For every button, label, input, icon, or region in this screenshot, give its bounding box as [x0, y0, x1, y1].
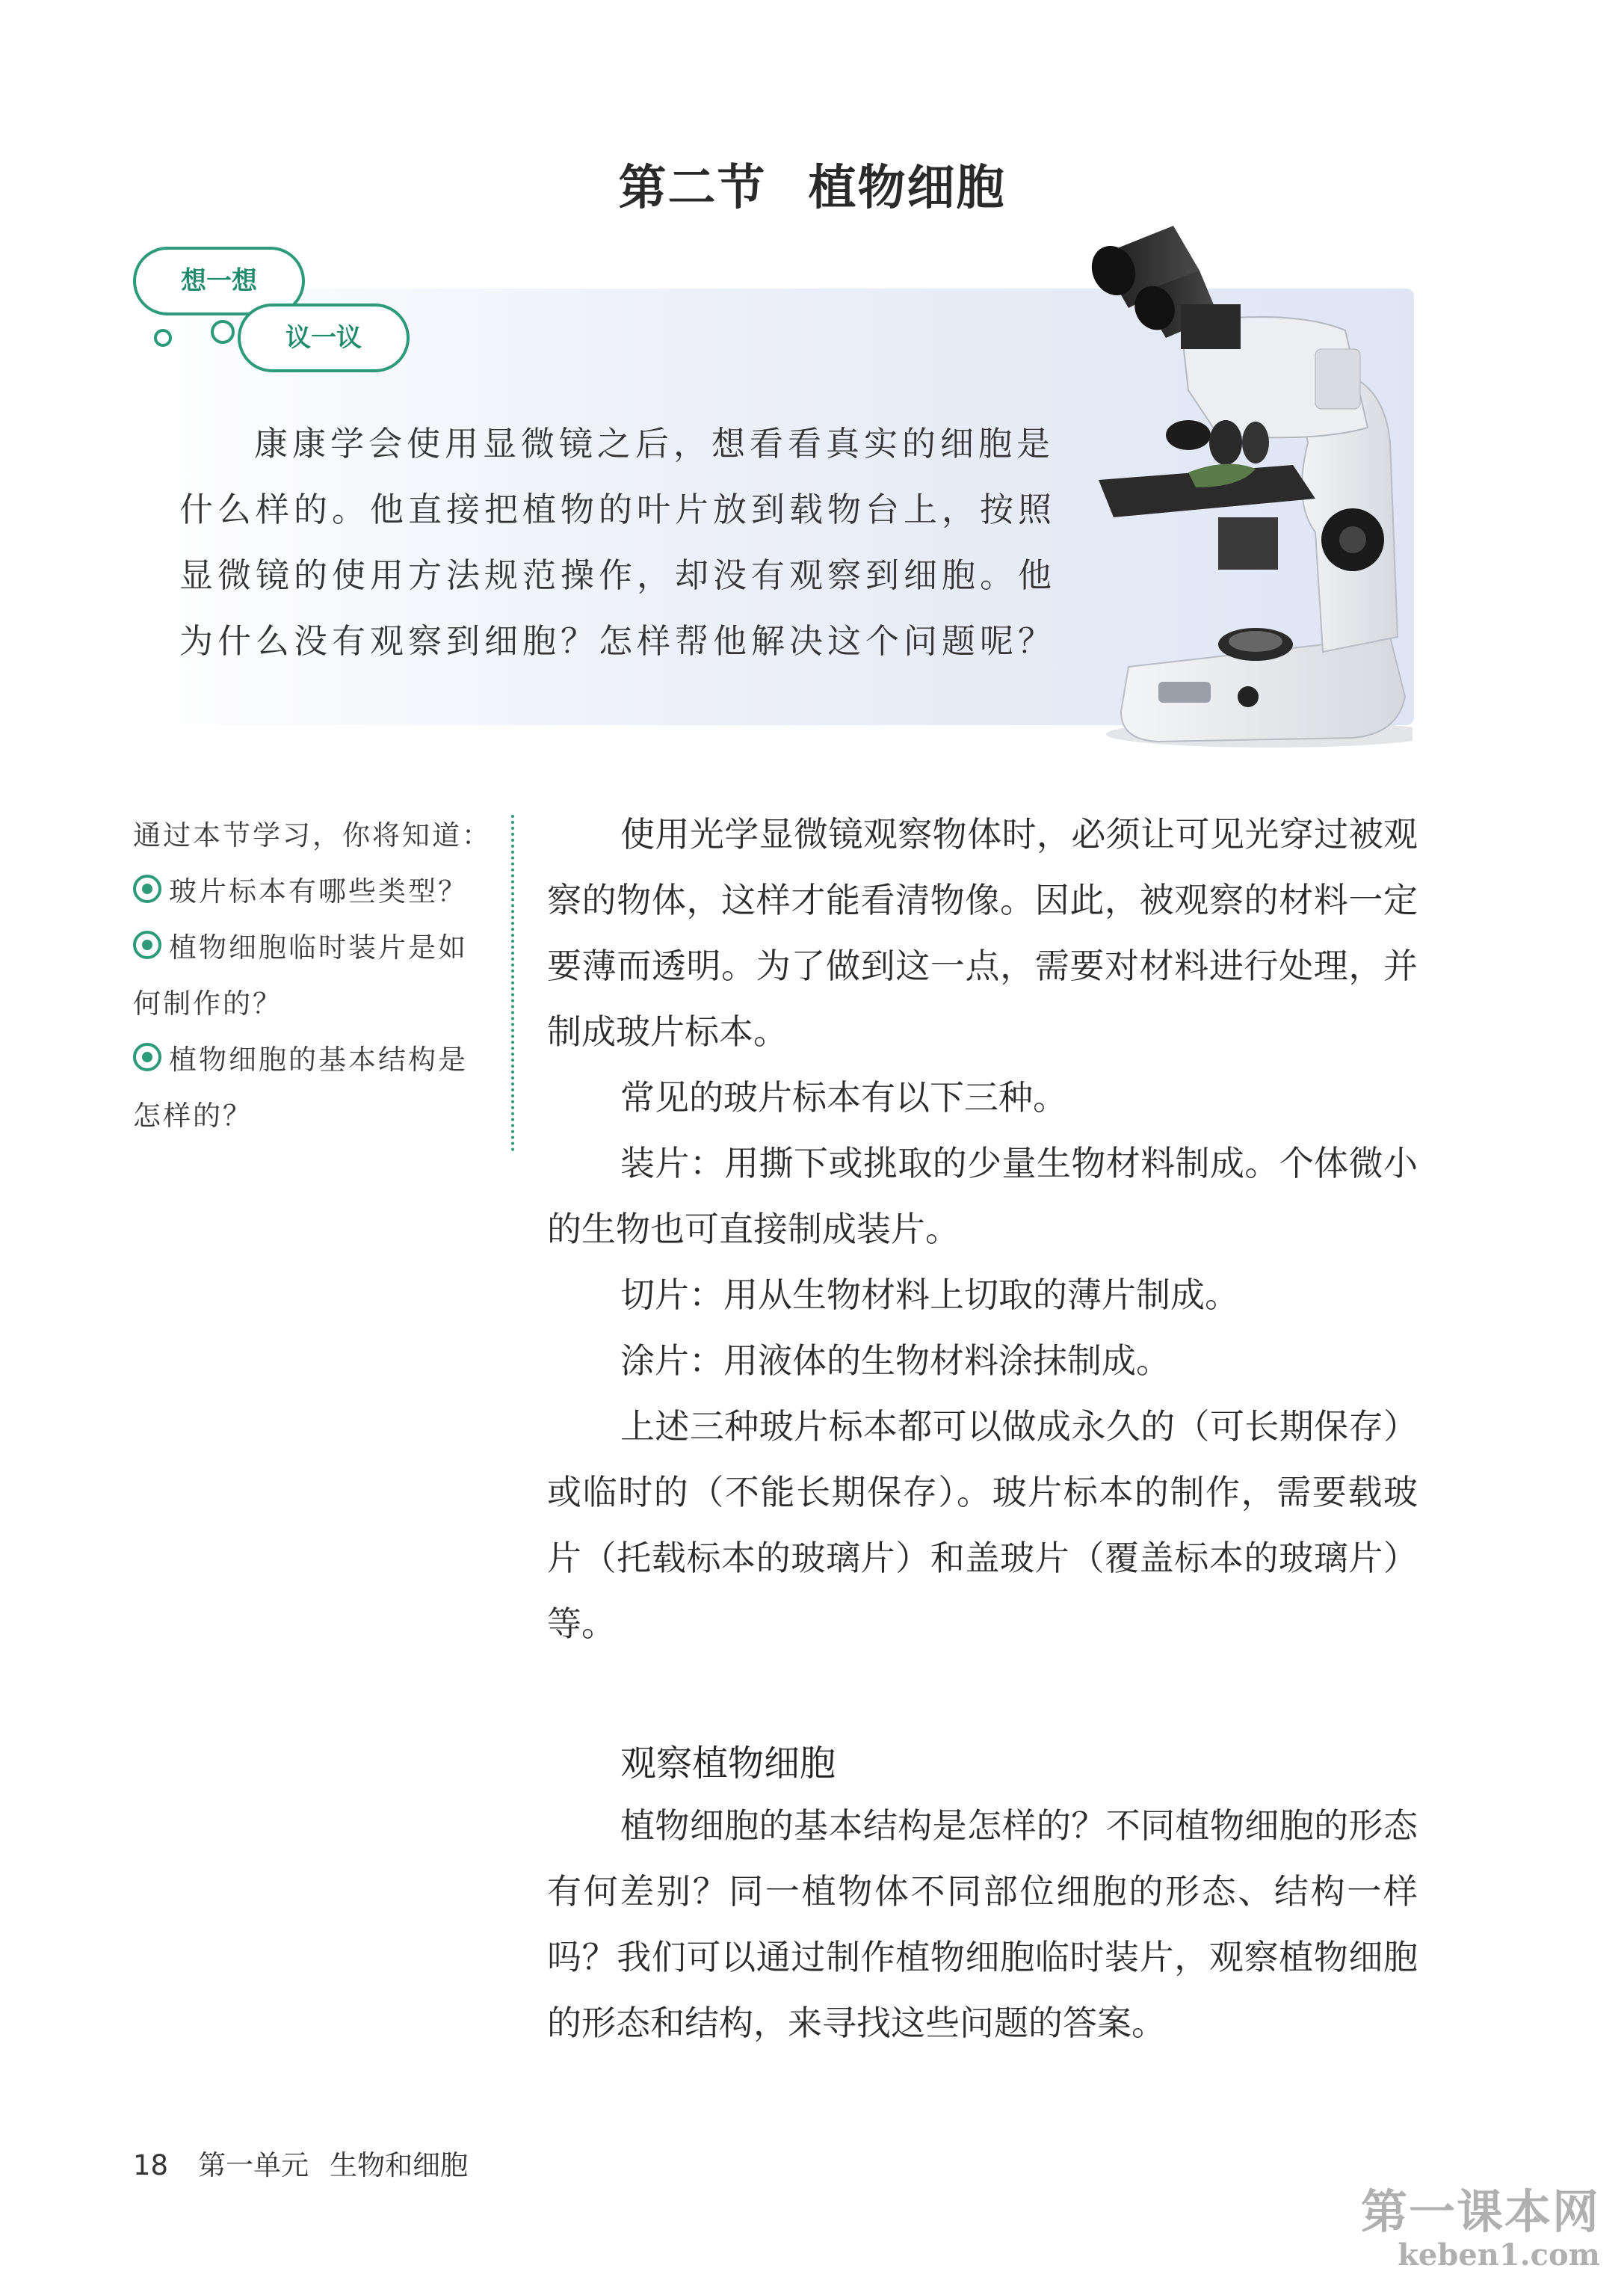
body-paragraph: 常见的玻片标本有以下三种。 [620, 1077, 1067, 1118]
body-paragraph: 切片：用从生物材料上切取的薄片制成。 [620, 1275, 1239, 1315]
target-bullet-icon [133, 931, 161, 959]
section-heading: 观察植物细胞 [620, 1743, 836, 1784]
think-line: 什么样的。他直接把植物的叶片放到载物台上，按照 [179, 490, 1057, 529]
discuss-cloud-label: 议一议 [238, 304, 410, 372]
think-line: 显微镜的使用方法规范操作，却没有观察到细胞。他 [179, 555, 1057, 595]
microscope-illustration [1069, 218, 1412, 757]
watermark-name: 第一课本网 [1360, 2184, 1600, 2239]
thought-bubble-medium [211, 320, 235, 344]
section-title: 植物细胞 [808, 161, 1006, 216]
think-line: 康康学会使用显微镜之后，想看看真实的细胞是 [254, 424, 1055, 463]
target-bullet-icon [133, 875, 161, 903]
body-paragraph: 上述三种玻片标本都可以做成永久的（可长期保存）或临时的（不能长期保存）。玻片标本的制作，需要载玻片（托载标本的玻璃片）和盖玻片（覆盖标本的玻璃片）等。 [547, 1406, 1418, 1644]
think-cloud-label: 想一想 [133, 247, 305, 315]
body-paragraph: 使用光学显微镜观察物体时，必须让可见光穿过被观察的物体，这样才能看清物像。因此，被观察的材料一定要薄而透明。为了做到这一点，需要对材料进行处理，并制成玻片标本。 [547, 814, 1418, 1052]
watermark-domain: keben1.com [1398, 2237, 1600, 2273]
section-text [547, 1793, 1418, 2056]
unit-title: 生物和细胞 [330, 2149, 469, 2181]
body-paragraph: 植物细胞的基本结构是怎样的？不同植物细胞的形态有何差别？同一植物体不同部位细胞的形态、结构一样吗？我们可以通过制作植物细胞临时装片，观察植物细胞的形态和结构，来寻找这些问题的答案。 [547, 1805, 1418, 2043]
objective-item: 植物细胞临时装片是如何制作的？ [133, 931, 468, 1020]
objectives-intro: 通过本节学习，你将知道： [133, 819, 492, 851]
think-line: 为什么没有观察到细胞？怎样帮他解决这个问题呢？ [179, 621, 1057, 661]
objective-item: 玻片标本有哪些类型？ [133, 863, 492, 919]
learning-objectives [133, 807, 492, 1144]
watermark [1361, 2186, 1600, 2273]
sidebar-divider [511, 815, 514, 1151]
objective-item: 植物细胞的基本结构是怎样的？ [133, 1044, 468, 1132]
main-text [547, 801, 1418, 1657]
page-title [0, 150, 1624, 218]
body-paragraph: 装片：用撕下或挑取的少量生物材料制成。个体微小的生物也可直接制成装片。 [547, 1143, 1418, 1249]
think-discuss-text [179, 411, 1084, 674]
section-number: 第二节 [618, 161, 767, 216]
body-paragraph: 涂片：用液体的生物材料涂抹制成。 [620, 1340, 1170, 1381]
page-number: 18 [133, 2149, 169, 2181]
unit-label: 第一单元 [198, 2149, 309, 2181]
target-bullet-icon [133, 1043, 161, 1071]
page-footer [133, 2142, 468, 2183]
thought-bubble-small [154, 329, 172, 347]
